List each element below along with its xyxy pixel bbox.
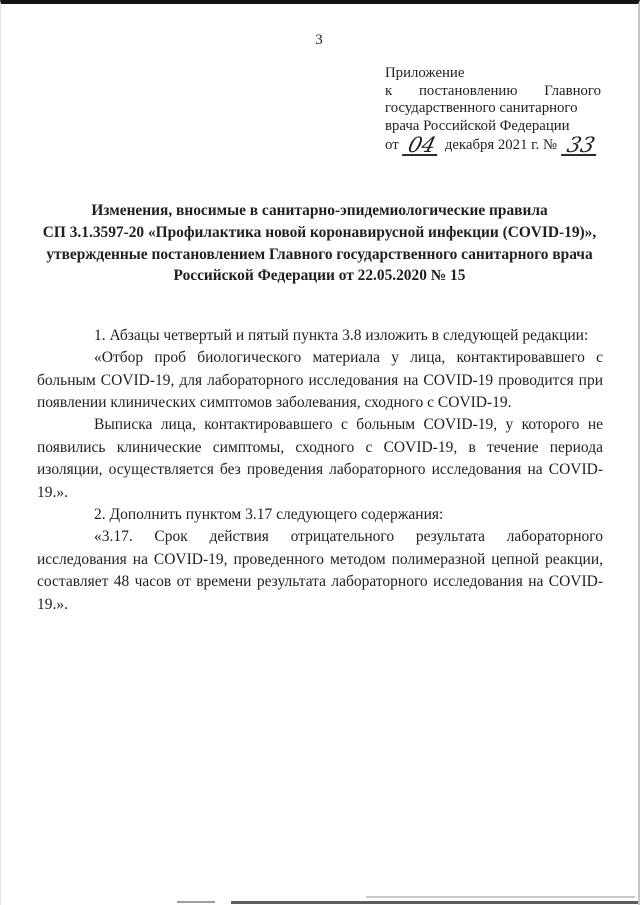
document-title-line: СП 3.1.3597-20 «Профилактика новой коронавирусной инфекции (COVID-19)», bbox=[42, 223, 597, 241]
annex-header-line: врача Российской Федерации bbox=[385, 117, 570, 134]
handwritten-document-number: 33 bbox=[561, 139, 600, 156]
scan-artifact-bottom-dash bbox=[177, 901, 215, 903]
date-middle: декабря 2021 г. № bbox=[444, 137, 558, 154]
annex-header-line: к постановлению Главного bbox=[385, 82, 601, 99]
document-body bbox=[37, 325, 603, 616]
annex-date-line bbox=[385, 133, 601, 158]
body-paragraph: «3.17. Срок действия отрицательного результата лабораторного исследования на COVID-19, проведенного методом полимеразной цепной реакции, составляет 48 часов от времени результата лабораторного исследования на COVID-19.». bbox=[37, 528, 603, 613]
handwritten-day: 04 bbox=[402, 139, 441, 156]
scan-artifact-bottom-line bbox=[231, 901, 638, 904]
body-paragraph: 2. Дополнить пунктом 3.17 следующего содержания: bbox=[94, 506, 444, 523]
annex-header-line: государственного санитарного bbox=[385, 100, 578, 117]
document-title bbox=[1, 200, 638, 286]
annex-header bbox=[385, 65, 601, 156]
document-title-line: Российской Федерации от 22.05.2020 № 15 bbox=[173, 267, 466, 285]
body-paragraph: 1. Абзацы четвертый и пятый пункта 3.8 изложить в следующей редакции: bbox=[94, 326, 589, 344]
scan-artifact-bottom-line-light bbox=[366, 896, 635, 898]
annex-header-line: Приложение bbox=[385, 65, 465, 81]
date-prefix: от bbox=[385, 137, 399, 154]
page-number: 3 bbox=[315, 32, 324, 48]
body-paragraph: «Отбор проб биологического материала у лица, контактировавшего с больным COVID-19, для лабораторного исследования на COVID-19 проводится при появлении клинических симптомов заболевания, сходного с COVID-19. bbox=[37, 349, 603, 411]
document-title-line: утвержденные постановлением Главного государственного санитарного врача bbox=[46, 245, 593, 263]
body-paragraph: Выписка лица, контактировавшего с больным COVID-19, у которого не появились клинические симптомы, сходного с COVID-19, в течение периода изоляции, осуществляется без проведения лабораторного исследования на COVID-19.». bbox=[37, 416, 603, 501]
document-title-line: Изменения, вносимые в санитарно-эпидемиологические правила bbox=[91, 202, 548, 220]
